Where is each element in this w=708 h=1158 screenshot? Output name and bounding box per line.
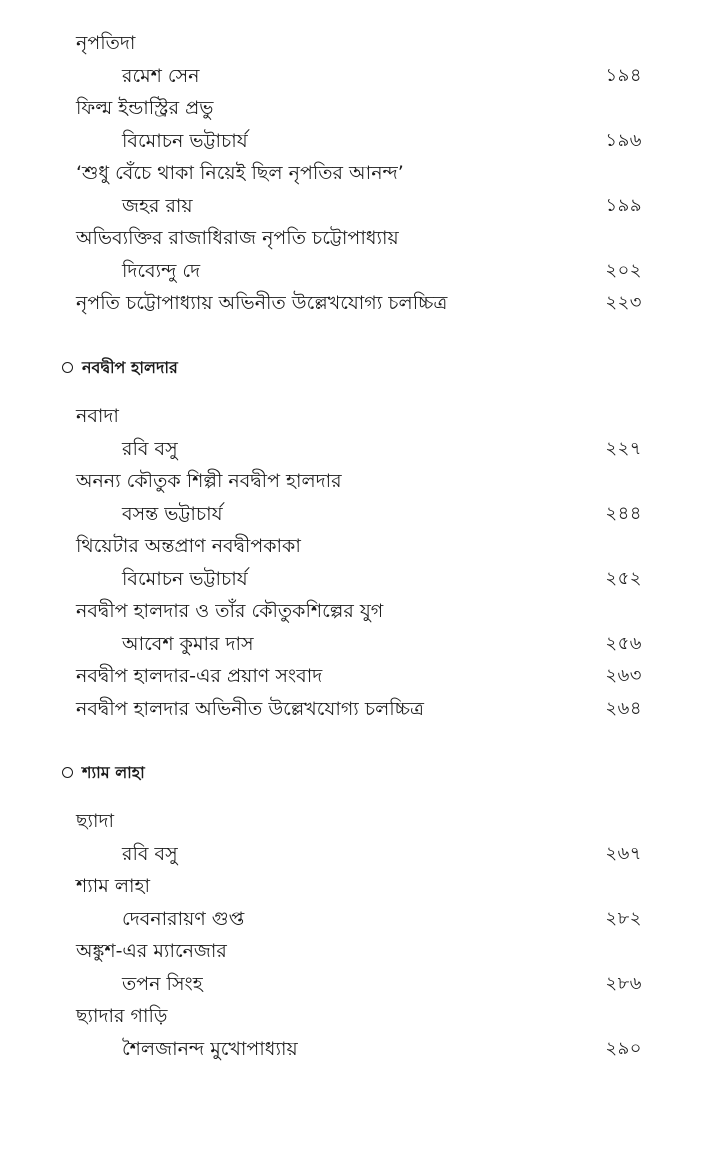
toc-title: নবদ্বীপ হালদার-এর প্রয়াণ সংবাদ bbox=[76, 665, 323, 687]
circle-bullet-icon bbox=[62, 362, 73, 373]
toc-author: দিব্যেন্দু দে bbox=[122, 259, 201, 282]
toc-title: নবাদা bbox=[76, 405, 119, 427]
toc-page-number: ২৬৪ bbox=[605, 697, 642, 719]
toc-title: নৃপতি চট্টোপাধ্যায় অভিনীত উল্লেখযোগ্য চলচ্চিত্র bbox=[76, 292, 448, 314]
toc-title: নবদ্বীপ হালদার ও তাঁর কৌতুকশিল্পের যুগ bbox=[76, 600, 384, 622]
toc-page-number: ১৯৯ bbox=[605, 194, 642, 216]
toc-title-row bbox=[0, 222, 708, 255]
toc-page-number: ২২৭ bbox=[605, 437, 642, 459]
toc-page-number: ২৮২ bbox=[605, 907, 642, 929]
toc-title-row bbox=[0, 157, 708, 190]
toc-title: শ্যাম লাহা bbox=[76, 875, 151, 897]
toc-title-row bbox=[0, 693, 708, 726]
toc-page-number: ২৯০ bbox=[605, 1037, 642, 1059]
toc-title: ‘শুধু বেঁচে থাকা নিয়েই ছিল নৃপতির আনন্দ’ bbox=[76, 162, 404, 184]
toc-author: রমেশ সেন bbox=[122, 64, 200, 87]
toc-author: রবি বসু bbox=[122, 437, 178, 460]
toc-page-number: ২২৩ bbox=[605, 292, 642, 313]
toc-title-row bbox=[0, 595, 708, 628]
toc-page-number: ২৫৬ bbox=[605, 632, 642, 654]
toc-author: বিমোচন ভট্টাচার্য bbox=[122, 567, 248, 590]
toc-author-row bbox=[0, 433, 708, 466]
toc-author-row bbox=[0, 968, 708, 1001]
section-heading-text: নবদ্বীপ হালদার bbox=[82, 358, 178, 377]
toc-title: নৃপতিদা bbox=[76, 32, 136, 54]
toc-author: দেবনারায়ণ গুপ্ত bbox=[122, 907, 245, 930]
toc-author-row bbox=[0, 1033, 708, 1066]
toc-author-row bbox=[0, 255, 708, 288]
toc-author-row bbox=[0, 838, 708, 871]
toc-block-shyam bbox=[0, 805, 708, 1065]
toc-title-row bbox=[0, 287, 708, 320]
toc-author: বিমোচন ভট্টাচার্য bbox=[122, 129, 248, 152]
toc-title-row bbox=[0, 870, 708, 903]
toc-author: তপন সিংহ bbox=[122, 972, 203, 995]
toc-author-row bbox=[0, 190, 708, 223]
toc-title-row bbox=[0, 805, 708, 838]
toc-title-row bbox=[0, 92, 708, 125]
toc-title-row bbox=[0, 1000, 708, 1033]
toc-page-number: ১৯৪ bbox=[605, 64, 642, 86]
toc-title: থিয়েটার অন্তপ্রাণ নবদ্বীপকাকা bbox=[76, 535, 301, 557]
toc-title-row bbox=[0, 935, 708, 968]
toc-title-row bbox=[0, 465, 708, 498]
section-heading-text: শ্যাম লাহা bbox=[82, 763, 145, 782]
toc-title: ফিল্ম ইন্ডাস্ট্রির প্রভু bbox=[76, 97, 214, 119]
toc-author-row bbox=[0, 628, 708, 661]
toc-page-number: ২৬৩ bbox=[605, 665, 642, 686]
toc-page-number: ২৮৬ bbox=[605, 972, 642, 994]
toc-page-number: ২০২ bbox=[605, 259, 642, 281]
toc-author: বসন্ত ভট্টাচার্য bbox=[122, 502, 223, 525]
toc-author: রবি বসু bbox=[122, 842, 178, 865]
toc-author-row bbox=[0, 903, 708, 936]
toc-author: আবেশ কুমার দাস bbox=[122, 632, 254, 655]
toc-title: অভিব্যক্তির রাজাধিরাজ নৃপতি চট্টোপাধ্যায় bbox=[76, 227, 399, 249]
toc-title-row bbox=[0, 27, 708, 60]
toc-title: নবদ্বীপ হালদার অভিনীত উল্লেখযোগ্য চলচ্চিত্র bbox=[76, 697, 424, 720]
toc-block-nabadwip bbox=[0, 400, 708, 725]
section-heading-nabadwip bbox=[62, 355, 178, 382]
section-heading-shyam bbox=[62, 760, 145, 787]
toc-page-number: ১৯৬ bbox=[605, 129, 642, 151]
toc-title: ছ্যাদা bbox=[76, 810, 115, 832]
toc-title-row bbox=[0, 530, 708, 563]
toc-author-row bbox=[0, 125, 708, 158]
toc-page-number: ২৪৪ bbox=[605, 502, 642, 524]
toc-title: অনন্য কৌতুক শিল্পী নবদ্বীপ হালদার bbox=[76, 470, 342, 492]
toc-author-row bbox=[0, 563, 708, 596]
toc-page-number: ২৫২ bbox=[605, 567, 642, 589]
toc-author-row bbox=[0, 60, 708, 93]
toc-author: শৈলজানন্দ মুখোপাধ্যায় bbox=[122, 1037, 298, 1060]
toc-author: জহর রায় bbox=[122, 194, 193, 217]
toc-block-nripati bbox=[0, 27, 708, 320]
toc-title: অঙ্কুশ-এর ম্যানেজার bbox=[76, 940, 227, 962]
toc-author-row bbox=[0, 498, 708, 531]
toc-title: ছ্যাদার গাড়ি bbox=[76, 1005, 168, 1027]
toc-title-row bbox=[0, 660, 708, 693]
toc-page-number: ২৬৭ bbox=[605, 842, 642, 864]
toc-title-row bbox=[0, 400, 708, 433]
circle-bullet-icon bbox=[62, 767, 73, 778]
